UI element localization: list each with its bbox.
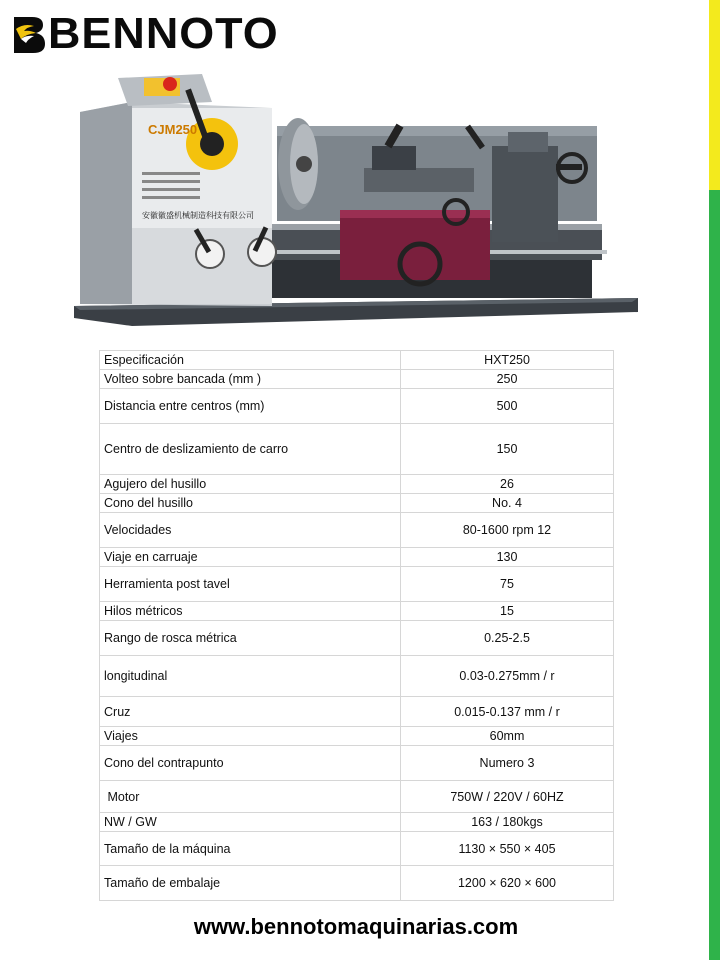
spec-label: Volteo sobre bancada (mm ) — [100, 370, 401, 389]
brand-name: BENNOTO — [48, 9, 279, 58]
spec-label: Viaje en carruaje — [100, 548, 401, 567]
machine-maker-label: 安徽徽盛机械制造科技有限公司 — [142, 211, 254, 220]
spec-value: 0.015-0.137 mm / r — [401, 697, 614, 727]
spec-value: 80-1600 rpm 12 — [401, 513, 614, 548]
spec-value: 75 — [401, 567, 614, 602]
spec-label: Centro de deslizamiento de carro — [100, 424, 401, 475]
table-row — [100, 351, 614, 370]
spec-label: Especificación — [100, 351, 401, 370]
spec-label: Tamaño de embalaje — [100, 866, 401, 901]
spec-label: Cono del husillo — [100, 494, 401, 513]
table-row — [100, 813, 614, 832]
machine-model-label: CJM250 — [148, 122, 198, 137]
table-row — [100, 424, 614, 475]
spec-value: 15 — [401, 602, 614, 621]
lathe-product-image — [72, 68, 644, 330]
spec-label: Motor — [100, 781, 401, 813]
spec-label: Cruz — [100, 697, 401, 727]
spec-label: Tamaño de la máquina — [100, 832, 401, 866]
spec-value: 750W / 220V / 60HZ — [401, 781, 614, 813]
spec-value: 150 — [401, 424, 614, 475]
table-row — [100, 866, 614, 901]
spec-label: Rango de rosca métrica — [100, 621, 401, 656]
spec-value: 0.25-2.5 — [401, 621, 614, 656]
spec-value: HXT250 — [401, 351, 614, 370]
table-row — [100, 548, 614, 567]
spec-value: 500 — [401, 389, 614, 424]
accent-stripe-yellow — [709, 0, 720, 190]
brand-logo — [12, 9, 279, 58]
spec-value: 60mm — [401, 727, 614, 746]
table-row — [100, 513, 614, 548]
spec-value: 130 — [401, 548, 614, 567]
specification-table — [99, 350, 614, 901]
spec-label: longitudinal — [100, 656, 401, 697]
table-row — [100, 370, 614, 389]
eagle-logo-icon — [12, 13, 46, 55]
accent-stripe-green — [709, 190, 720, 960]
spec-label: Agujero del husillo — [100, 475, 401, 494]
spec-value: 250 — [401, 370, 614, 389]
spec-label: NW / GW — [100, 813, 401, 832]
website-link[interactable]: www.bennotomaquinarias.com — [193, 914, 519, 939]
table-row — [100, 494, 614, 513]
spec-value: 0.03-0.275mm / r — [401, 656, 614, 697]
spec-value: 26 — [401, 475, 614, 494]
table-row — [100, 567, 614, 602]
spec-label: Herramienta post tavel — [100, 567, 401, 602]
table-row — [100, 656, 614, 697]
table-row — [100, 746, 614, 781]
table-row — [100, 621, 614, 656]
spec-label: Distancia entre centros (mm) — [100, 389, 401, 424]
table-row — [100, 727, 614, 746]
table-row — [100, 475, 614, 494]
spec-label: Hilos métricos — [100, 602, 401, 621]
spec-label: Cono del contrapunto — [100, 746, 401, 781]
table-row — [100, 389, 614, 424]
spec-value: 1130 × 550 × 405 — [401, 832, 614, 866]
spec-value: Numero 3 — [401, 746, 614, 781]
spec-value: 1200 × 620 × 600 — [401, 866, 614, 901]
spec-value: No. 4 — [401, 494, 614, 513]
table-row — [100, 602, 614, 621]
table-row — [100, 781, 614, 813]
spec-value: 163 / 180kgs — [401, 813, 614, 832]
table-row — [100, 832, 614, 866]
table-row — [100, 697, 614, 727]
spec-label: Velocidades — [100, 513, 401, 548]
spec-label: Viajes — [100, 727, 401, 746]
